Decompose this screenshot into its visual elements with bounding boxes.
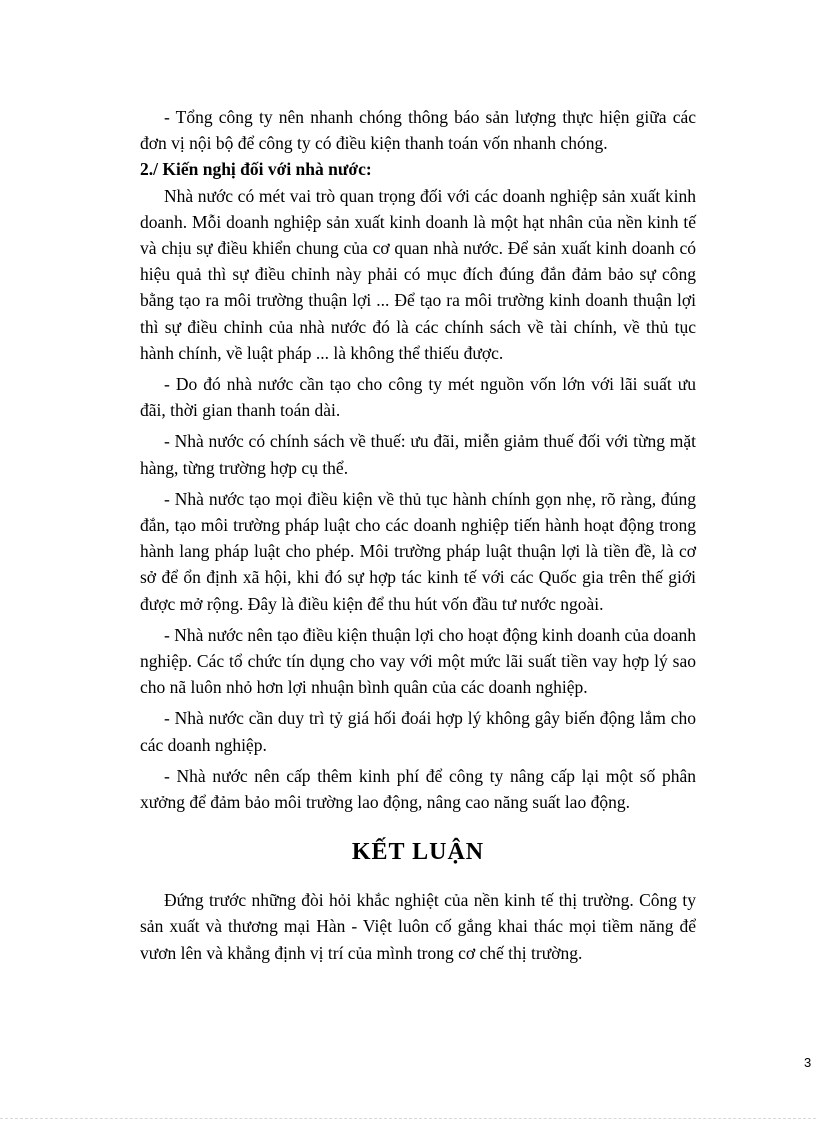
paragraph-company-notification: - Tổng công ty nên nhanh chóng thông báo sản lượng thực hiện giữa các đơn vị nội bộ để công ty có điều kiện thanh toán vốn nhanh chóng. [140,107,696,154]
paragraph-administrative-procedures: - Nhà nước tạo mọi điều kiện về thủ tục hành chính gọn nhẹ, rõ ràng, đúng đắn, tạo môi trường pháp luật cho các doanh nghiệp tiến hành hoạt động trong hành lang pháp luật cho phép. Môi trường pháp luật thuận lợi là tiền đề, là cơ sở để ổn định xã hội, khi đó sự hợp tác kinh tế với các Quốc gia trên thế giới được mở rộng. Đây là điều kiện để thu hút vốn đầu tư nước ngoài. [140,488,696,614]
paragraph-tax-policy: - Nhà nước có chính sách về thuế: ưu đãi, miễn giảm thuế đối với từng mặt hàng, từng trường hợp cụ thể. [140,431,696,478]
paragraph-business-conditions: - Nhà nước nên tạo điều kiện thuận lợi cho hoạt động kinh doanh của doanh nghiệp. Các tổ chức tín dụng cho vay với một mức lãi suất tiền vay hợp lý sao cho nã luôn nhỏ hơn lợi nhuận bình quân của các doanh nghiệp. [140,624,696,698]
page-bottom-divider [0,1118,816,1119]
paragraph-capital-support: - Do đó nhà nước cần tạo cho công ty mét nguồn vốn lớn với lãi suất ưu đãi, thời gian thanh toán dài. [140,374,696,421]
conclusion-title: KẾT LUẬN [351,839,485,866]
paragraph-exchange-rate: - Nhà nước cần duy trì tỷ giá hối đoái hợp lý không gây biến động lắm cho các doanh nghiệp. [140,708,696,755]
paragraph-funding-upgrade: - Nhà nước nên cấp thêm kinh phí để công ty nâng cấp lại một số phân xưởng để đảm bảo môi trường lao động, nâng cao năng suất lao động. [140,765,696,813]
page-number: 3 [804,1055,812,1070]
paragraph-conclusion: Đứng trước những đòi hỏi khắc nghiệt của nền kinh tế thị trường. Công ty sản xuất và thương mại Hàn - Việt luôn cố gắng khai thác mọi tiềm năng để vươn lên và khẳng định vị trí của mình trong cơ chế thị trường. [140,890,696,963]
page-content [140,104,696,966]
section-heading-state-recommendations: 2./ Kiến nghị đối với nhà nước: [140,159,372,180]
paragraph-state-role: Nhà nước có mét vai trò quan trọng đối với các doanh nghiệp sản xuất kinh doanh. Mỗi doanh nghiệp sản xuất kinh doanh là một hạt nhân của nền kinh tế và chịu sự điều khiển chung của cơ quan nhà nước. Để sản xuất kinh doanh có hiệu quả thì sự điều chỉnh này phải có mục đích đúng đắn đảm bảo sự công bằng tạo ra môi trường thuận lợi ... Để tạo ra môi trường kinh doanh thuận lợi thì sự điều chỉnh của nhà nước đó là các chính sách về tài chính, về thủ tục hành chính, về luật pháp ... là không thể thiếu được. [140,185,696,363]
